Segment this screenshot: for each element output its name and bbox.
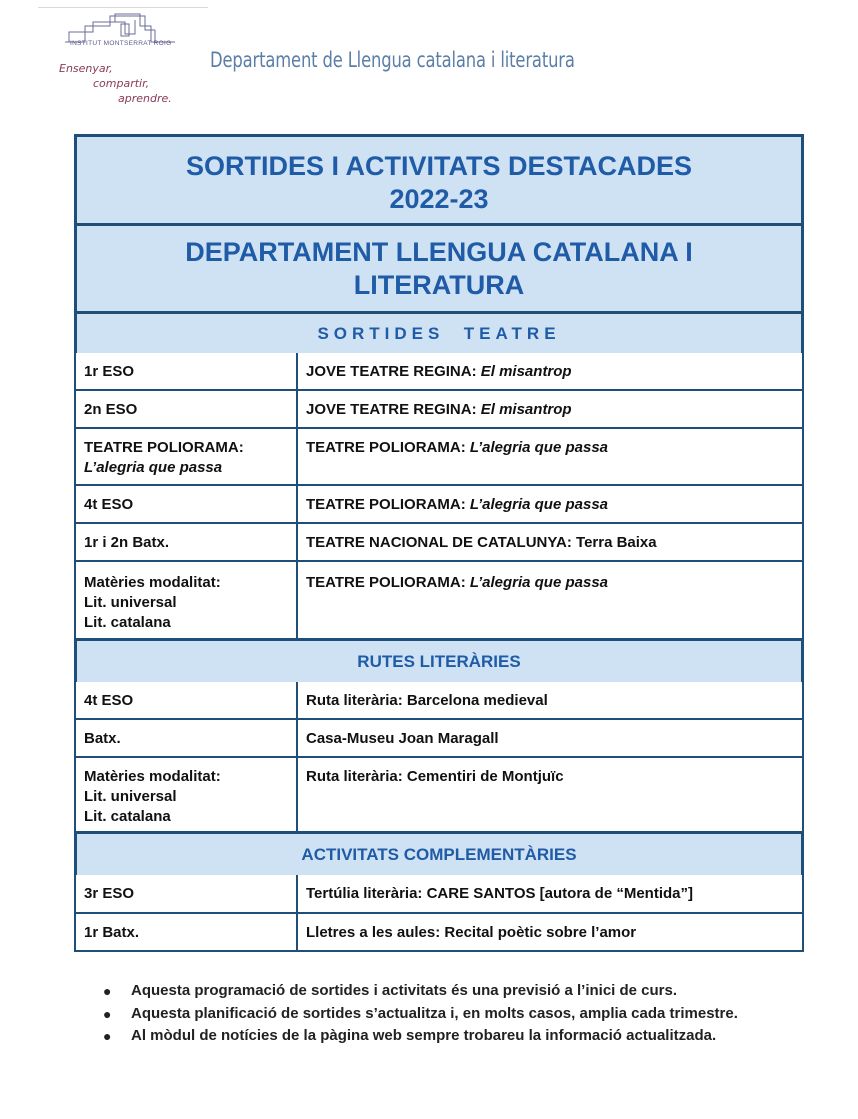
row-group [76,758,298,832]
row-group-line1: Matèries modalitat: [84,574,221,591]
notes-list [100,980,780,1048]
bullet-icon: ● [103,1028,112,1044]
table-row [74,914,804,952]
table-row [74,682,804,720]
table-row [74,524,804,562]
row-group: 1r Batx. [76,914,298,950]
note-text: Aquesta planificació de sortides s’actualitza i, en molts casos, amplia cada trimestre. [131,1004,738,1022]
section-heading-teatre: SORTIDES TEATRE [74,311,804,356]
table-row [74,391,804,429]
play-title: L’alegria que passa [469,496,609,513]
row-activity [298,391,802,427]
row-group-line3: Lit. catalana [84,808,171,825]
table-row [74,720,804,758]
motto-line-1: Ensenyar, [59,62,113,75]
school-logo [55,12,195,107]
bullet-icon: ● [103,983,112,999]
venue-text: TEATRE POLIORAMA: [306,574,466,591]
note-text: Aquesta programació de sortides i activitats és una previsió a l’inici de curs. [131,982,678,999]
venue-text: JOVE TEATRE REGINA: [306,363,477,380]
table-title-year: 2022-23 [389,184,489,214]
venue-text: JOVE TEATRE REGINA: [306,401,477,418]
table-dept-line1: DEPARTAMENT LLENGUA CATALANA I [185,237,693,267]
row-group: 4t ESO [76,682,298,718]
table-row [74,353,804,391]
row-group: 2n ESO [76,391,298,427]
play-title: L’alegria que passa [469,574,609,591]
venue-text: TEATRE POLIORAMA: [306,439,466,456]
row-group: 3r ESO [76,875,298,912]
note-text: Al mòdul de notícies de la pàgina web sempre trobareu la informació actualitzada. [131,1027,717,1044]
row-group: 1r i 2n Batx. [76,524,298,560]
table-department [74,223,804,314]
row-group [76,429,298,484]
row-group-line2: L’alegria que passa [84,459,223,476]
row-activity: Tertúlia literària: CARE SANTOS [autora de “Mentida”] [306,885,694,902]
department-heading: Departament de Llengua catalana i literatura [210,48,575,72]
table-row [74,429,804,486]
school-name: INSTITUT MONTSERRAT ROIG [70,40,172,47]
row-group: 4t ESO [76,486,298,522]
row-group-line2: Lit. universal [84,788,177,805]
row-group-line3: Lit. catalana [84,614,171,631]
row-group [76,562,298,639]
list-item [100,1003,780,1026]
row-activity [298,524,802,560]
row-activity: Ruta literària: Barcelona medieval [306,692,548,709]
motto-line-2: compartir, [93,77,150,90]
play-title: El misantrop [480,401,572,418]
motto-line-3: aprendre. [118,92,172,105]
row-activity [298,486,802,522]
table-row [74,562,804,641]
list-item [100,980,780,1003]
table-dept-line2: LITERATURA [353,270,525,300]
table-row [74,758,804,834]
table-row [74,875,804,914]
row-activity [298,429,802,484]
row-group-line1: TEATRE POLIORAMA: [84,439,244,456]
play-title: Terra Baixa [576,534,657,551]
section-heading-rutes: RUTES LITERÀRIES [74,638,804,685]
table-title [74,134,804,226]
row-activity: Lletres a les aules: Recital poètic sobre l’amor [306,924,637,941]
row-group-line1: Matèries modalitat: [84,768,221,785]
bullet-icon: ● [103,1005,112,1022]
venue-text: TEATRE NACIONAL DE CATALUNYA: [306,534,572,551]
play-title: El misantrop [480,363,572,380]
header-divider [38,7,208,8]
row-group: Batx. [76,720,298,756]
venue-text: TEATRE POLIORAMA: [306,496,466,513]
row-group: 1r ESO [76,353,298,389]
row-activity [298,353,802,389]
play-title: L’alegria que passa [469,439,609,456]
row-activity: Ruta literària: Cementiri de Montjuïc [306,768,564,785]
row-activity [298,562,802,639]
table-title-line1: SORTIDES I ACTIVITATS DESTACADES [185,151,693,181]
list-item [100,1025,780,1048]
section-heading-complementaries: ACTIVITATS COMPLEMENTÀRIES [74,831,804,878]
row-group-line2: Lit. universal [84,594,177,611]
activities-table [74,134,804,952]
row-activity: Casa-Museu Joan Maragall [306,730,499,747]
table-row [74,486,804,524]
